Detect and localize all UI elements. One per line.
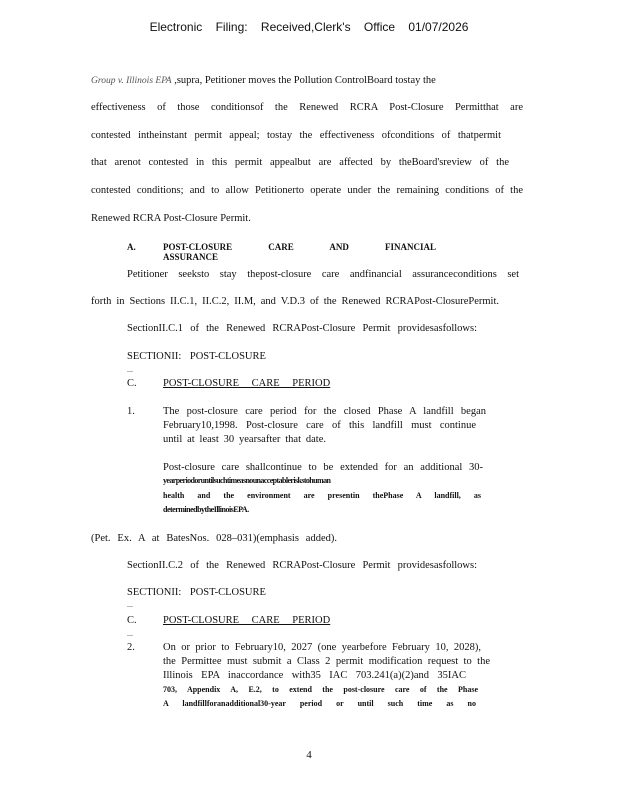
quote-line: February10,1998. Post-closure care of this landfill must continue [163,420,476,431]
quote-line: Post-closure care shallcontinue to be extended for an additional 30- [163,462,483,473]
text-span: ,supra, Petitioner moves the Pollution ControlBoard tostay the [174,75,436,86]
quote-subsection-title: POST-CLOSURE CARE PERIOD [163,378,331,389]
text-line: contested intheinstant permit appeal; tostay the effectiveness ofconditions of thatpermit [91,130,501,141]
item-number: 2. [127,642,135,653]
text-line [91,75,436,86]
text-line: Renewed RCRA Post-Closure Permit. [91,213,251,224]
quote-line-emphasis: determinedbytheIllinoisEPA. [163,505,249,514]
text-line: SectionII.C.2 of the Renewed RCRAPost-Closure Permit providesasfollows: [127,560,477,571]
text-line: that arenot contested in this permit appealbut are affected by theBoard'sreview of the [91,157,509,168]
heading-letter: A. [127,242,136,252]
quote-line: On or prior to February10, 2027 (one yearbefore February 10, 2028), [163,642,481,653]
ellipsis: ... [127,600,133,609]
text-line: effectiveness of those conditionsof the Renewed RCRA Post-Closure Permitthat are [91,102,523,113]
item-number: 1. [127,406,135,417]
quote-section-title: SECTIONII: POST-CLOSURE [127,351,266,362]
quote-subsection-letter: C. [127,615,137,626]
quote-line-emphasis: yearperiodoruntilsuchtimeasnounacceptableriskstohuman [163,476,331,485]
quote-line: the Permittee must submit a Class 2 permit modification request to the [163,656,490,667]
text-line: Petitioner seeksto stay thepost-closure care andfinancial assuranceconditions set [127,269,519,280]
case-name: Group v. Illinois EPA [91,76,172,86]
text-line: contested conditions; and to allow Petitionerto operate under the remaining conditions of the [91,185,523,196]
ellipsis: ... [127,629,133,638]
quote-line: 703, Appendix A, E.2, to extend the post-closure care of the Phase [163,685,478,694]
quote-line: Illinois EPA inaccordance with35 IAC 703.241(a)(2)and 35IAC [163,670,466,681]
quote-line-emphasis: health and the environment are presentin thePhase A landfill, as [163,491,481,500]
quote-line: until at least 30 yearsafter that date. [163,434,326,445]
quote-line: The post-closure care period for the closed Phase A landfill began [163,406,486,417]
page-number: 4 [306,749,312,761]
quote-subsection-letter: C. [127,378,137,389]
filing-header: Electronic Filing: Received,Clerk's Office 01/07/2026 [149,20,469,34]
text-line: forth in Sections II.C.1, II.C.2, II.M, and V.D.3 of the Renewed RCRAPost-ClosurePermit. [91,296,499,307]
quote-subsection-title: POST-CLOSURE CARE PERIOD [163,615,331,626]
section-heading: POST-CLOSURE CARE AND FINANCIAL ASSURANCE [163,242,436,262]
citation: (Pet. Ex. A at BatesNos. 028–031)(emphasis added). [91,533,337,544]
text-line: SectionII.C.1 of the Renewed RCRAPost-Closure Permit providesasfollows: [127,323,477,334]
quote-section-title: SECTIONII: POST-CLOSURE [127,587,266,598]
quote-line: A landfillforanadditional30-year period or until such time as no [163,699,476,708]
ellipsis: ... [127,365,133,374]
